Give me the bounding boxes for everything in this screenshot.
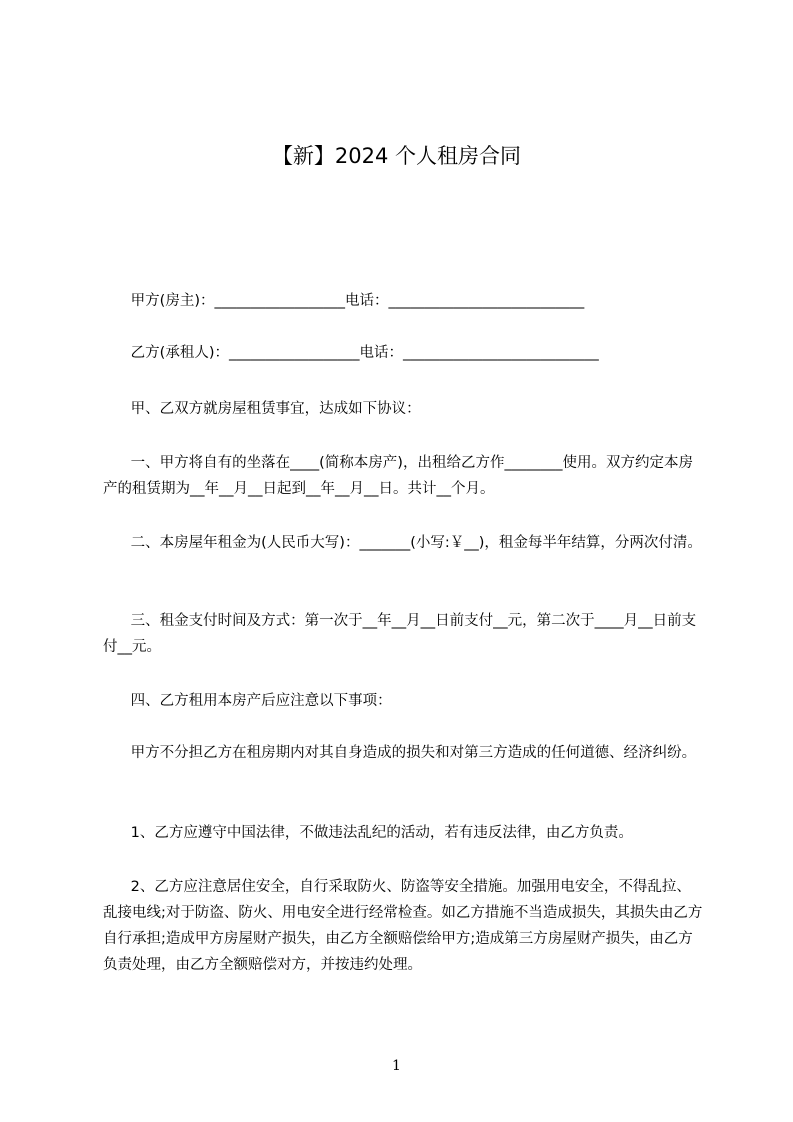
clause-3: 三、租金支付时间及方式：第一次于__年__月__日前支付__元，第二次于____月__日前支付__元。 (103, 613, 697, 655)
party-b-line: 乙方(承租人)：__________________电话：___________________________ (103, 345, 599, 361)
party-a-line: 甲方(房主)：__________________电话：___________________________ (103, 293, 585, 309)
item-1: 1、乙方应遵守中国法律，不做违法乱纪的活动，若有违反法律，由乙方负责。 (103, 825, 633, 841)
page-number: 1 (392, 1058, 401, 1074)
item-2: 2、乙方应注意居住安全，自行采取防火、防盗等安全措施。加强用电安全，不得乱拉、乱接电线;对于防盗、防火、用电安全进行经常检查。如乙方措施不当造成损失，其损失由乙方自行承担;造成甲方房屋财产损失，由乙方全额赔偿给甲方;造成第三方房屋财产损失，由乙方负责处理，由乙方全额赔偿对方，并按违约处理。 (103, 879, 703, 973)
intro-paragraph: 甲、乙双方就房屋租赁事宜，达成如下协议： (103, 401, 421, 417)
clause-4-heading: 四、乙方租用本房产后应注意以下事项： (103, 693, 392, 709)
clause-2: 二、本房屋年租金为(人民币大写)：_______(小写:￥__)，租金每半年结算，分两次付清。 (103, 535, 702, 551)
clause-1: 一、甲方将自有的坐落在____(简称本房产)，出租给乙方作________使用。双方约定本房产的租赁期为__年__月__日起到__年__月__日。共计__个月。 (103, 455, 693, 497)
page-title: 【新】2024 个人租房合同 (271, 144, 522, 168)
clause-4-intro: 甲方不分担乙方在租房期内对其自身造成的损失和对第三方造成的任何道德、经济纠纷。 (103, 745, 697, 761)
